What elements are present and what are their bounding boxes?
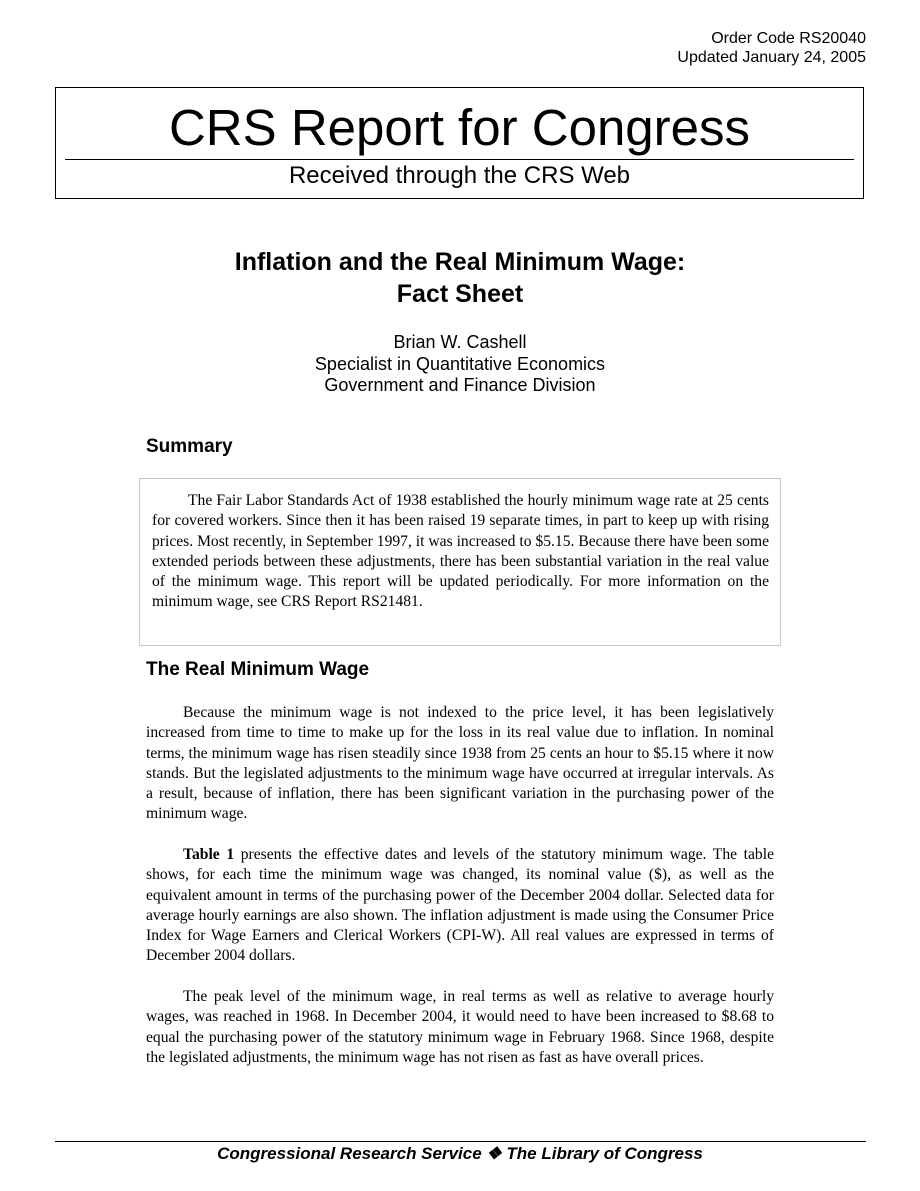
header-divider [65,159,854,160]
summary-text: The Fair Labor Standards Act of 1938 established the hourly minimum wage rate at 25 cents for covered workers. Since then it has been raised 19 separate times, in part to keep up with rising prices. Most recently, in September 1997, it was increased to $5.15. Because there have been some extended periods between these adjustments, there has been substantial variation in the real value of the minimum wage. This report will be updated periodically. For more information on the minimum wage, see CRS Report RS21481. [152,492,769,611]
author-title: Specialist in Quantitative Economics [314,353,606,374]
document-title-line-1: Inflation and the Real Minimum Wage: [234,248,686,276]
author-name: Brian W. Cashell [393,332,527,352]
order-code-block [677,29,866,67]
author-block [0,332,920,397]
document-title-line-2: Fact Sheet [396,280,524,308]
paragraph-2-text: presents the effective dates and levels of the statutory minimum wage. The table shows, for each time the minimum wage was changed, its nominal value ($), as well as the equivalent amount in terms of the purchasing power of the December 2004 dollar. Selected data for average hourly earnings are also shown. The inflation adjustment is made using the Consumer Price Index for Wage Earners and Clerical Workers (CPI-W). All real values are expressed in terms of December 2004 dollars. [146,846,774,965]
document-title [0,246,920,310]
footer-separator-icon: ❖ [486,1144,502,1163]
report-header-box [55,87,864,199]
updated-date: Updated January 24, 2005 [677,49,866,66]
footer-divider [55,1141,866,1142]
paragraph-1: Because the minimum wage is not indexed to the price level, it has been legislatively increased from time to time to make up for the loss in its real value due to inflation. In nominal terms, the minimum wage has risen steadily since 1938 from 25 cents an hour to $5.15 where it now stands. But the legislated adjustments to the minimum wage have occurred at irregular intervals. As a result, because of inflation, there has been significant variation in the purchasing power of the minimum wage. [146,704,774,823]
footer-loc: The Library of Congress [506,1144,703,1163]
summary-heading: Summary [146,436,233,457]
author-division: Government and Finance Division [324,375,596,395]
report-header-title: CRS Report for Congress [168,99,751,156]
footer-crs: Congressional Research Service [217,1144,482,1163]
order-code: Order Code RS20040 [711,30,866,47]
paragraph-3: The peak level of the minimum wage, in real terms as well as relative to average hourly wages, was reached in 1968. In December 2004, it would need to have been increased to $8.68 to equal the purchasing power of the statutory minimum wage in February 1968. Since 1968, despite the legislated adjustments, the minimum wage has not risen as fast as have overall prices. [146,988,774,1066]
report-header-subtitle: Received through the CRS Web [288,162,631,189]
table-reference: Table 1 [183,846,235,863]
section-heading: The Real Minimum Wage [146,659,370,680]
summary-box [139,478,781,646]
page-footer [0,1143,920,1165]
paragraph-2 [146,845,774,967]
